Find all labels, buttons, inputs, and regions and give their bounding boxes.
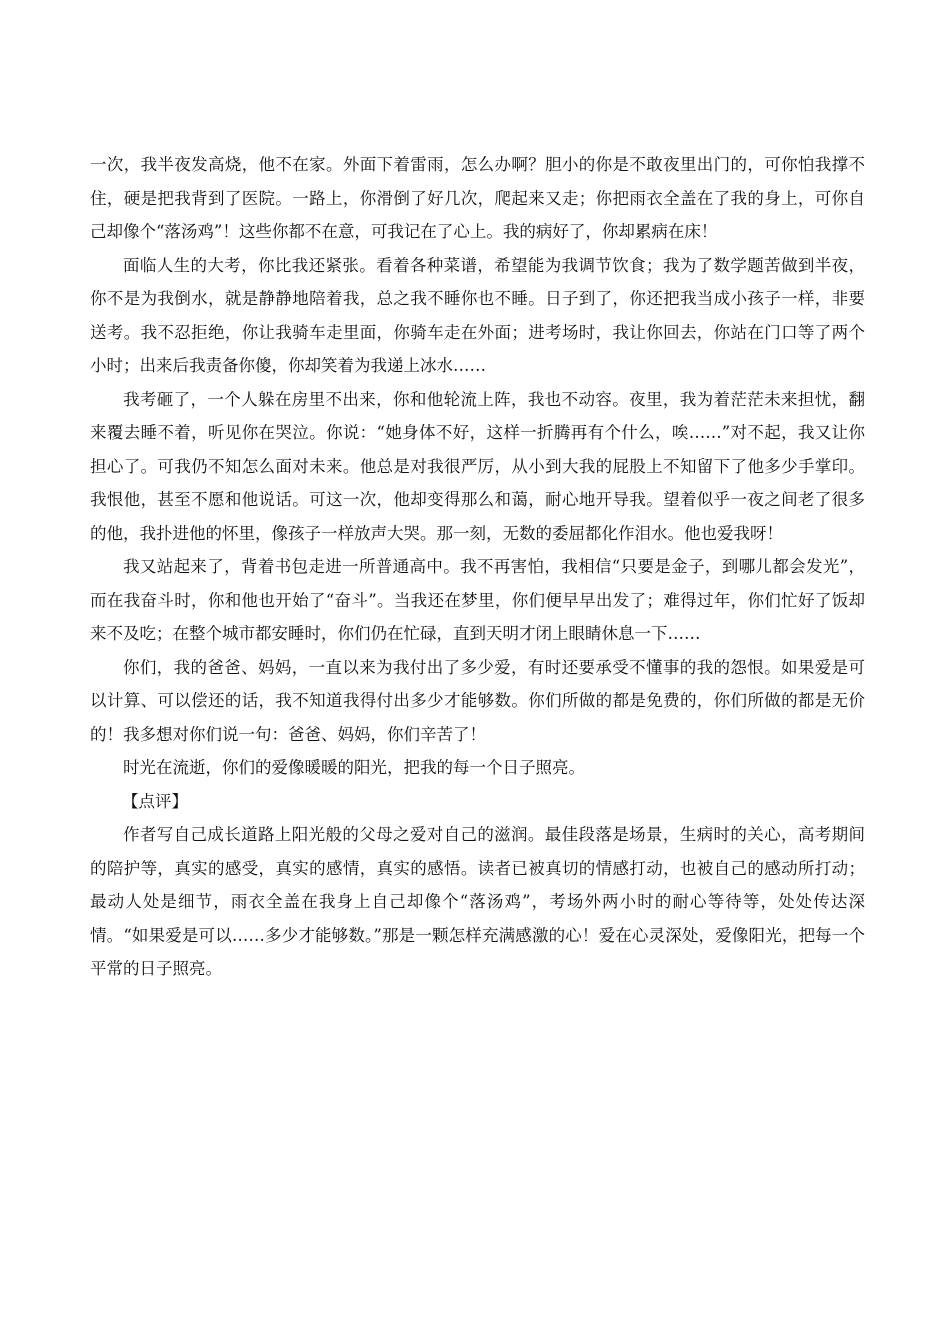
paragraph-closing: 时光在流逝，你们的爱像暖暖的阳光，把我的每一个日子照亮。 <box>123 758 585 777</box>
paragraph-high-school: 我又站起来了，背着书包走进一所普通高中。我不再害怕，我相信“只要是金子，到哪儿都会发光”，而在我奋斗时，你和他也开始了“奋斗”。当我还在梦里，你们便早早出发了；难得过年，你们忙好了饭却来不及吃；在整个城市都安睡时，你们仍在忙碌，直到天明才闭上眼睛休息一下…… <box>90 557 865 643</box>
document-body <box>90 148 865 986</box>
paragraph-exam-failure: 我考砸了，一个人躲在房里不出来，你和他轮流上阵，我也不动容。夜里，我为着茫茫未来担忧，翻来覆去睡不着，听见你在哭泣。你说：“她身体不好，这样一折腾再有个什么，唉……”对不起，我又让你担心了。可我仍不知怎么面对未来。他总是对我很严厉，从小到大我的屁股上不知留下了他多少手掌印。我恨他，甚至不愿和他说话。可这一次，他却变得那么和蔼，耐心地开导我。望着似乎一夜之间老了很多的他，我扑进他的怀里，像孩子一样放声大哭。那一刻，无数的委屈都化作泪水。他也爱我呀！ <box>90 389 865 543</box>
paragraph-fever-night: 一次，我半夜发高烧，他不在家。外面下着雷雨，怎么办啊？胆小的你是不敢夜里出门的，可你怕我撑不住，硬是把我背到了医院。一路上，你滑倒了好几次，爬起来又走；你把雨衣全盖在了我的身上，可你自己却像个“落汤鸡”！这些你都不在意，可我记在了心上。我的病好了，你却累病在床！ <box>90 155 865 241</box>
review-text: 作者写自己成长道路上阳光般的父母之爱对自己的滋润。最佳段落是场景，生病时的关心，高考期间的陪护等，真实的感受，真实的感情，真实的感悟。读者已被真切的情感打动，也被自己的感动所打动；最动人处是细节，雨衣全盖在我身上自己却像个“落汤鸡”，考场外两小时的耐心等待等，处处传达深情。“如果爱是可以……多少才能够数。”那是一颗怎样充满感激的心！爱在心灵深处，爱像阳光，把每一个平常的日子照亮。 <box>90 825 865 978</box>
paragraph-gratitude: 你们，我的爸爸、妈妈，一直以来为我付出了多少爱，有时还要承受不懂事的我的怨恨。如果爱是可以计算、可以偿还的话，我不知道我得付出多少才能够数。你们所做的都是免费的，你们所做的都是无价的！我多想对你们说一句：爸爸、妈妈，你们辛苦了！ <box>90 657 865 744</box>
paragraph-exam-preparation: 面临人生的大考，你比我还紧张。看着各种菜谱，希望能为我调节饮食；我为了数学题苦做到半夜，你不是为我倒水，就是静静地陪着我，总之我不睡你也不睡。日子到了，你还把我当成小孩子一样，非要送考。我不忍拒绝，你让我骑车走里面，你骑车走在外面；进考场时，我让你回去，你站在门口等了两个小时；出来后我责备你傻，你却笑着为我递上冰水…… <box>90 255 865 375</box>
review-heading: 【点评】 <box>122 791 188 811</box>
